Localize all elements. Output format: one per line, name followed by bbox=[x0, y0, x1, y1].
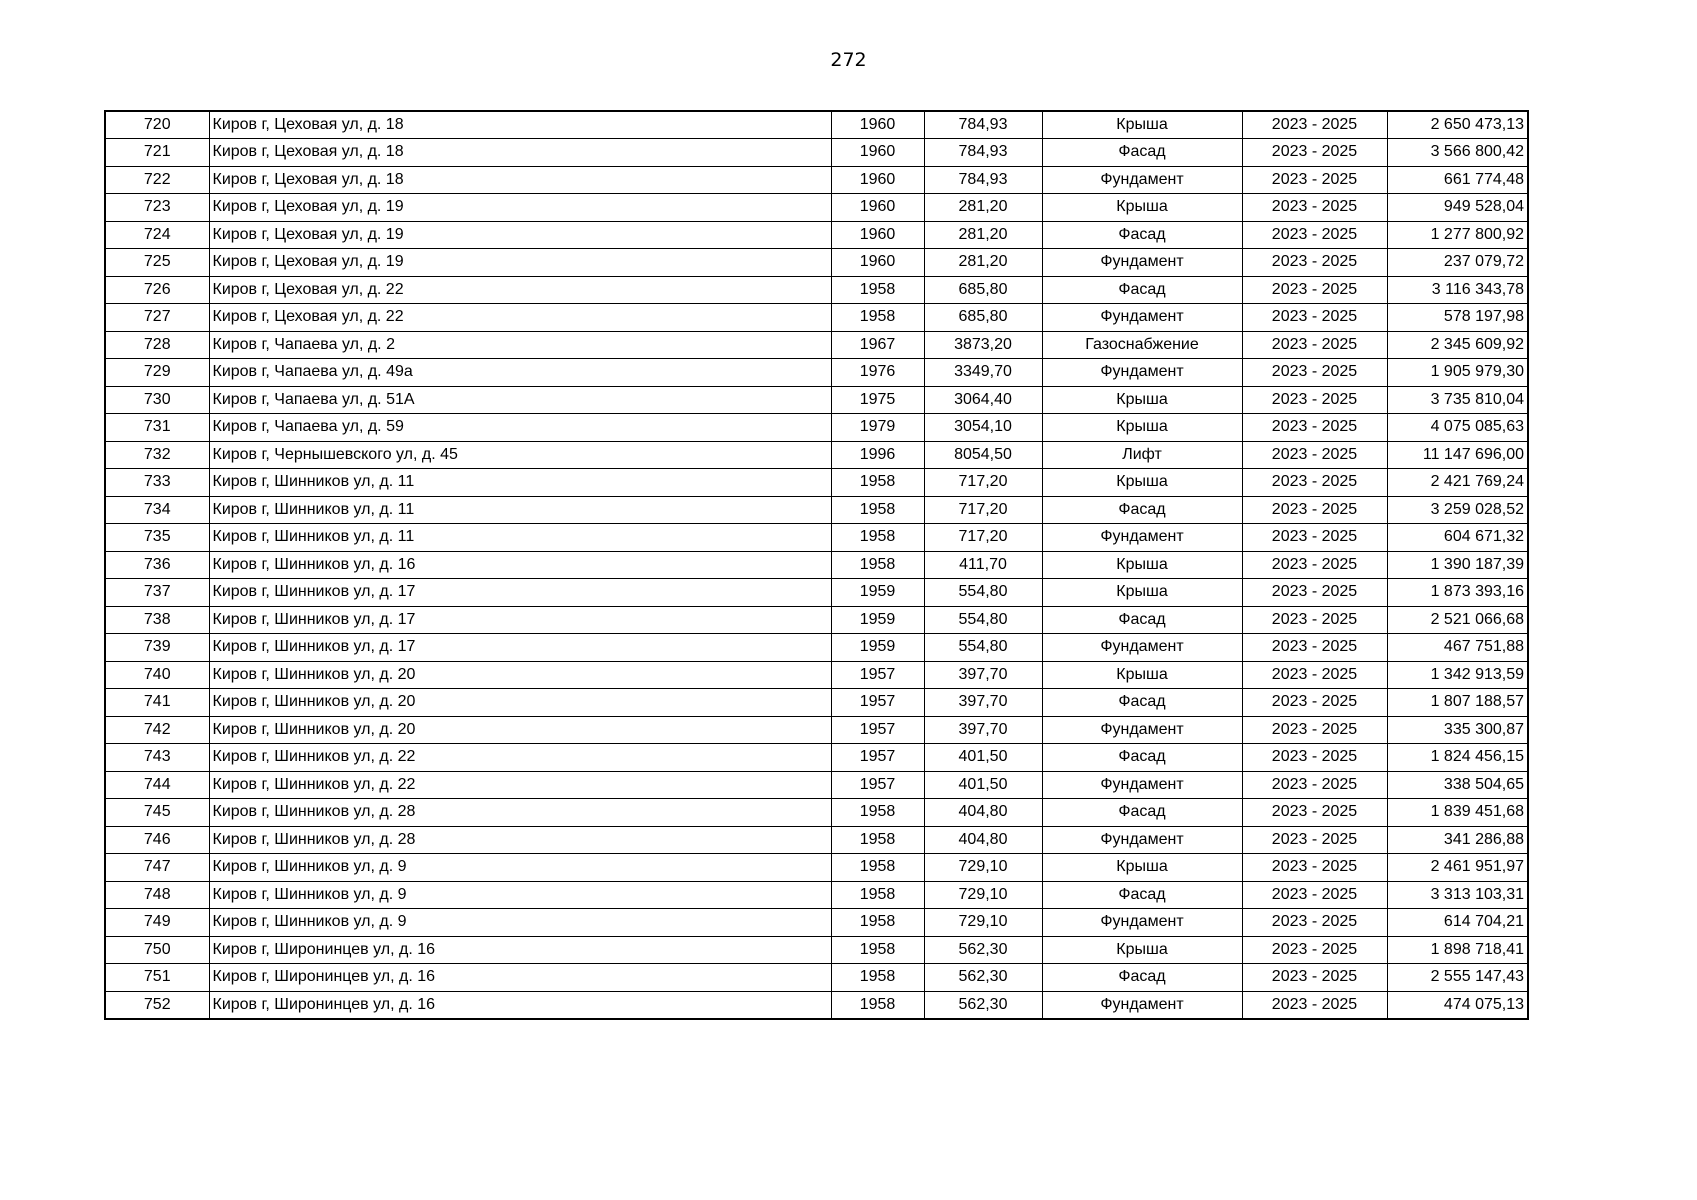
table-row bbox=[105, 689, 1528, 717]
address-cell: Киров г, Цеховая ул, д. 18 bbox=[209, 166, 831, 194]
cost-cell: 3 313 103,31 bbox=[1387, 881, 1528, 909]
period-cell: 2023 - 2025 bbox=[1242, 909, 1387, 937]
table-row bbox=[105, 276, 1528, 304]
work-type-cell: Фундамент bbox=[1042, 249, 1242, 277]
area-cell: 404,80 bbox=[924, 826, 1042, 854]
period-cell: 2023 - 2025 bbox=[1242, 194, 1387, 222]
row-number-cell: 722 bbox=[105, 166, 209, 194]
year-built-cell: 1958 bbox=[831, 826, 924, 854]
year-built-cell: 1958 bbox=[831, 799, 924, 827]
year-built-cell: 1960 bbox=[831, 194, 924, 222]
work-type-cell: Фасад bbox=[1042, 496, 1242, 524]
table-row bbox=[105, 496, 1528, 524]
row-number-cell: 724 bbox=[105, 221, 209, 249]
area-cell: 281,20 bbox=[924, 194, 1042, 222]
area-cell: 3349,70 bbox=[924, 359, 1042, 387]
row-number-cell: 729 bbox=[105, 359, 209, 387]
address-cell: Киров г, Шинников ул, д. 20 bbox=[209, 661, 831, 689]
area-cell: 411,70 bbox=[924, 551, 1042, 579]
period-cell: 2023 - 2025 bbox=[1242, 991, 1387, 1019]
period-cell: 2023 - 2025 bbox=[1242, 359, 1387, 387]
table-row bbox=[105, 771, 1528, 799]
year-built-cell: 1958 bbox=[831, 881, 924, 909]
year-built-cell: 1975 bbox=[831, 386, 924, 414]
year-built-cell: 1960 bbox=[831, 139, 924, 167]
period-cell: 2023 - 2025 bbox=[1242, 716, 1387, 744]
table-row bbox=[105, 881, 1528, 909]
table-row bbox=[105, 936, 1528, 964]
year-built-cell: 1958 bbox=[831, 964, 924, 992]
address-cell: Киров г, Широнинцев ул, д. 16 bbox=[209, 991, 831, 1019]
year-built-cell: 1959 bbox=[831, 579, 924, 607]
address-cell: Киров г, Цеховая ул, д. 18 bbox=[209, 111, 831, 139]
period-cell: 2023 - 2025 bbox=[1242, 744, 1387, 772]
row-number-cell: 726 bbox=[105, 276, 209, 304]
work-type-cell: Крыша bbox=[1042, 936, 1242, 964]
table-row bbox=[105, 524, 1528, 552]
row-number-cell: 745 bbox=[105, 799, 209, 827]
row-number-cell: 742 bbox=[105, 716, 209, 744]
cost-cell: 1 873 393,16 bbox=[1387, 579, 1528, 607]
year-built-cell: 1960 bbox=[831, 249, 924, 277]
row-number-cell: 740 bbox=[105, 661, 209, 689]
work-type-cell: Лифт bbox=[1042, 441, 1242, 469]
row-number-cell: 737 bbox=[105, 579, 209, 607]
cost-cell: 2 421 769,24 bbox=[1387, 469, 1528, 497]
row-number-cell: 739 bbox=[105, 634, 209, 662]
period-cell: 2023 - 2025 bbox=[1242, 386, 1387, 414]
period-cell: 2023 - 2025 bbox=[1242, 661, 1387, 689]
address-cell: Киров г, Широнинцев ул, д. 16 bbox=[209, 936, 831, 964]
row-number-cell: 747 bbox=[105, 854, 209, 882]
table-row bbox=[105, 909, 1528, 937]
row-number-cell: 748 bbox=[105, 881, 209, 909]
area-cell: 685,80 bbox=[924, 304, 1042, 332]
work-type-cell: Фундамент bbox=[1042, 304, 1242, 332]
period-cell: 2023 - 2025 bbox=[1242, 964, 1387, 992]
cost-cell: 1 824 456,15 bbox=[1387, 744, 1528, 772]
row-number-cell: 720 bbox=[105, 111, 209, 139]
period-cell: 2023 - 2025 bbox=[1242, 249, 1387, 277]
cost-cell: 604 671,32 bbox=[1387, 524, 1528, 552]
cost-cell: 2 650 473,13 bbox=[1387, 111, 1528, 139]
period-cell: 2023 - 2025 bbox=[1242, 111, 1387, 139]
row-number-cell: 734 bbox=[105, 496, 209, 524]
row-number-cell: 741 bbox=[105, 689, 209, 717]
address-cell: Киров г, Цеховая ул, д. 19 bbox=[209, 221, 831, 249]
area-cell: 784,93 bbox=[924, 111, 1042, 139]
table-row bbox=[105, 799, 1528, 827]
cost-cell: 11 147 696,00 bbox=[1387, 441, 1528, 469]
cost-cell: 614 704,21 bbox=[1387, 909, 1528, 937]
year-built-cell: 1957 bbox=[831, 771, 924, 799]
table-row bbox=[105, 304, 1528, 332]
period-cell: 2023 - 2025 bbox=[1242, 221, 1387, 249]
year-built-cell: 1958 bbox=[831, 276, 924, 304]
year-built-cell: 1960 bbox=[831, 221, 924, 249]
address-cell: Киров г, Шинников ул, д. 9 bbox=[209, 881, 831, 909]
row-number-cell: 736 bbox=[105, 551, 209, 579]
row-number-cell: 744 bbox=[105, 771, 209, 799]
address-cell: Киров г, Шинников ул, д. 9 bbox=[209, 854, 831, 882]
cost-cell: 4 075 085,63 bbox=[1387, 414, 1528, 442]
period-cell: 2023 - 2025 bbox=[1242, 551, 1387, 579]
work-type-cell: Фасад bbox=[1042, 221, 1242, 249]
table-row bbox=[105, 441, 1528, 469]
year-built-cell: 1958 bbox=[831, 551, 924, 579]
cost-cell: 1 898 718,41 bbox=[1387, 936, 1528, 964]
period-cell: 2023 - 2025 bbox=[1242, 469, 1387, 497]
address-cell: Киров г, Шинников ул, д. 17 bbox=[209, 579, 831, 607]
area-cell: 717,20 bbox=[924, 469, 1042, 497]
work-type-cell: Крыша bbox=[1042, 386, 1242, 414]
area-cell: 3054,10 bbox=[924, 414, 1042, 442]
work-type-cell: Крыша bbox=[1042, 414, 1242, 442]
period-cell: 2023 - 2025 bbox=[1242, 854, 1387, 882]
table-row bbox=[105, 166, 1528, 194]
period-cell: 2023 - 2025 bbox=[1242, 689, 1387, 717]
work-type-cell: Фасад bbox=[1042, 689, 1242, 717]
row-number-cell: 730 bbox=[105, 386, 209, 414]
period-cell: 2023 - 2025 bbox=[1242, 304, 1387, 332]
area-cell: 397,70 bbox=[924, 689, 1042, 717]
year-built-cell: 1958 bbox=[831, 909, 924, 937]
address-cell: Киров г, Чапаева ул, д. 51А bbox=[209, 386, 831, 414]
address-cell: Киров г, Шинников ул, д. 11 bbox=[209, 469, 831, 497]
table-row bbox=[105, 249, 1528, 277]
area-cell: 281,20 bbox=[924, 221, 1042, 249]
row-number-cell: 746 bbox=[105, 826, 209, 854]
year-built-cell: 1958 bbox=[831, 524, 924, 552]
row-number-cell: 750 bbox=[105, 936, 209, 964]
work-type-cell: Фундамент bbox=[1042, 909, 1242, 937]
table-row bbox=[105, 606, 1528, 634]
period-cell: 2023 - 2025 bbox=[1242, 799, 1387, 827]
cost-cell: 3 116 343,78 bbox=[1387, 276, 1528, 304]
area-cell: 562,30 bbox=[924, 991, 1042, 1019]
cost-cell: 3 566 800,42 bbox=[1387, 139, 1528, 167]
year-built-cell: 1967 bbox=[831, 331, 924, 359]
year-built-cell: 1958 bbox=[831, 991, 924, 1019]
address-cell: Киров г, Шинников ул, д. 16 bbox=[209, 551, 831, 579]
period-cell: 2023 - 2025 bbox=[1242, 936, 1387, 964]
period-cell: 2023 - 2025 bbox=[1242, 441, 1387, 469]
repair-schedule-table bbox=[104, 110, 1529, 1020]
cost-cell: 578 197,98 bbox=[1387, 304, 1528, 332]
table-body bbox=[105, 111, 1528, 1019]
year-built-cell: 1960 bbox=[831, 111, 924, 139]
table-row bbox=[105, 661, 1528, 689]
address-cell: Киров г, Шинников ул, д. 11 bbox=[209, 524, 831, 552]
table-row bbox=[105, 991, 1528, 1019]
work-type-cell: Фундамент bbox=[1042, 771, 1242, 799]
table-row bbox=[105, 551, 1528, 579]
work-type-cell: Фасад bbox=[1042, 276, 1242, 304]
table-row bbox=[105, 111, 1528, 139]
work-type-cell: Крыша bbox=[1042, 111, 1242, 139]
work-type-cell: Фасад bbox=[1042, 606, 1242, 634]
area-cell: 717,20 bbox=[924, 524, 1042, 552]
area-cell: 554,80 bbox=[924, 634, 1042, 662]
period-cell: 2023 - 2025 bbox=[1242, 634, 1387, 662]
work-type-cell: Фасад bbox=[1042, 139, 1242, 167]
year-built-cell: 1960 bbox=[831, 166, 924, 194]
work-type-cell: Фасад bbox=[1042, 964, 1242, 992]
work-type-cell: Фундамент bbox=[1042, 634, 1242, 662]
row-number-cell: 728 bbox=[105, 331, 209, 359]
cost-cell: 1 390 187,39 bbox=[1387, 551, 1528, 579]
work-type-cell: Фасад bbox=[1042, 799, 1242, 827]
period-cell: 2023 - 2025 bbox=[1242, 881, 1387, 909]
period-cell: 2023 - 2025 bbox=[1242, 139, 1387, 167]
row-number-cell: 751 bbox=[105, 964, 209, 992]
cost-cell: 2 345 609,92 bbox=[1387, 331, 1528, 359]
work-type-cell: Фундамент bbox=[1042, 991, 1242, 1019]
row-number-cell: 743 bbox=[105, 744, 209, 772]
table-row bbox=[105, 386, 1528, 414]
area-cell: 562,30 bbox=[924, 936, 1042, 964]
area-cell: 3064,40 bbox=[924, 386, 1042, 414]
cost-cell: 1 839 451,68 bbox=[1387, 799, 1528, 827]
area-cell: 401,50 bbox=[924, 744, 1042, 772]
address-cell: Киров г, Цеховая ул, д. 19 bbox=[209, 249, 831, 277]
area-cell: 784,93 bbox=[924, 139, 1042, 167]
year-built-cell: 1958 bbox=[831, 854, 924, 882]
area-cell: 554,80 bbox=[924, 606, 1042, 634]
work-type-cell: Крыша bbox=[1042, 579, 1242, 607]
area-cell: 401,50 bbox=[924, 771, 1042, 799]
table-row bbox=[105, 469, 1528, 497]
cost-cell: 341 286,88 bbox=[1387, 826, 1528, 854]
area-cell: 8054,50 bbox=[924, 441, 1042, 469]
cost-cell: 2 461 951,97 bbox=[1387, 854, 1528, 882]
address-cell: Киров г, Чапаева ул, д. 2 bbox=[209, 331, 831, 359]
address-cell: Киров г, Шинников ул, д. 17 bbox=[209, 606, 831, 634]
period-cell: 2023 - 2025 bbox=[1242, 414, 1387, 442]
address-cell: Киров г, Цеховая ул, д. 22 bbox=[209, 304, 831, 332]
year-built-cell: 1979 bbox=[831, 414, 924, 442]
work-type-cell: Крыша bbox=[1042, 194, 1242, 222]
year-built-cell: 1957 bbox=[831, 689, 924, 717]
period-cell: 2023 - 2025 bbox=[1242, 826, 1387, 854]
work-type-cell: Фундамент bbox=[1042, 826, 1242, 854]
address-cell: Киров г, Шинников ул, д. 11 bbox=[209, 496, 831, 524]
year-built-cell: 1957 bbox=[831, 661, 924, 689]
year-built-cell: 1957 bbox=[831, 744, 924, 772]
area-cell: 729,10 bbox=[924, 854, 1042, 882]
work-type-cell: Фасад bbox=[1042, 744, 1242, 772]
work-type-cell: Фундамент bbox=[1042, 716, 1242, 744]
cost-cell: 467 751,88 bbox=[1387, 634, 1528, 662]
work-type-cell: Крыша bbox=[1042, 469, 1242, 497]
year-built-cell: 1957 bbox=[831, 716, 924, 744]
row-number-cell: 733 bbox=[105, 469, 209, 497]
work-type-cell: Фасад bbox=[1042, 881, 1242, 909]
cost-cell: 661 774,48 bbox=[1387, 166, 1528, 194]
cost-cell: 335 300,87 bbox=[1387, 716, 1528, 744]
work-type-cell: Крыша bbox=[1042, 661, 1242, 689]
table-row bbox=[105, 331, 1528, 359]
address-cell: Киров г, Шинников ул, д. 28 bbox=[209, 826, 831, 854]
address-cell: Киров г, Шинников ул, д. 28 bbox=[209, 799, 831, 827]
address-cell: Киров г, Чапаева ул, д. 59 bbox=[209, 414, 831, 442]
area-cell: 562,30 bbox=[924, 964, 1042, 992]
work-type-cell: Фундамент bbox=[1042, 359, 1242, 387]
row-number-cell: 723 bbox=[105, 194, 209, 222]
row-number-cell: 731 bbox=[105, 414, 209, 442]
row-number-cell: 749 bbox=[105, 909, 209, 937]
area-cell: 717,20 bbox=[924, 496, 1042, 524]
area-cell: 729,10 bbox=[924, 881, 1042, 909]
year-built-cell: 1958 bbox=[831, 469, 924, 497]
period-cell: 2023 - 2025 bbox=[1242, 331, 1387, 359]
work-type-cell: Крыша bbox=[1042, 854, 1242, 882]
area-cell: 784,93 bbox=[924, 166, 1042, 194]
table-row bbox=[105, 744, 1528, 772]
table-row bbox=[105, 221, 1528, 249]
period-cell: 2023 - 2025 bbox=[1242, 276, 1387, 304]
work-type-cell: Фундамент bbox=[1042, 166, 1242, 194]
table-row bbox=[105, 854, 1528, 882]
cost-cell: 338 504,65 bbox=[1387, 771, 1528, 799]
year-built-cell: 1959 bbox=[831, 634, 924, 662]
table-row bbox=[105, 964, 1528, 992]
year-built-cell: 1958 bbox=[831, 496, 924, 524]
period-cell: 2023 - 2025 bbox=[1242, 166, 1387, 194]
work-type-cell: Крыша bbox=[1042, 551, 1242, 579]
cost-cell: 237 079,72 bbox=[1387, 249, 1528, 277]
year-built-cell: 1959 bbox=[831, 606, 924, 634]
cost-cell: 1 905 979,30 bbox=[1387, 359, 1528, 387]
table-row bbox=[105, 359, 1528, 387]
row-number-cell: 727 bbox=[105, 304, 209, 332]
work-type-cell: Газоснабжение bbox=[1042, 331, 1242, 359]
period-cell: 2023 - 2025 bbox=[1242, 771, 1387, 799]
table-row bbox=[105, 634, 1528, 662]
table-row bbox=[105, 579, 1528, 607]
cost-cell: 1 807 188,57 bbox=[1387, 689, 1528, 717]
row-number-cell: 732 bbox=[105, 441, 209, 469]
work-type-cell: Фундамент bbox=[1042, 524, 1242, 552]
address-cell: Киров г, Шинников ул, д. 22 bbox=[209, 771, 831, 799]
address-cell: Киров г, Цеховая ул, д. 22 bbox=[209, 276, 831, 304]
table-row bbox=[105, 194, 1528, 222]
cost-cell: 2 555 147,43 bbox=[1387, 964, 1528, 992]
address-cell: Киров г, Шинников ул, д. 17 bbox=[209, 634, 831, 662]
address-cell: Киров г, Широнинцев ул, д. 16 bbox=[209, 964, 831, 992]
row-number-cell: 725 bbox=[105, 249, 209, 277]
period-cell: 2023 - 2025 bbox=[1242, 579, 1387, 607]
row-number-cell: 735 bbox=[105, 524, 209, 552]
address-cell: Киров г, Шинников ул, д. 9 bbox=[209, 909, 831, 937]
table-row bbox=[105, 414, 1528, 442]
area-cell: 404,80 bbox=[924, 799, 1042, 827]
area-cell: 3873,20 bbox=[924, 331, 1042, 359]
area-cell: 397,70 bbox=[924, 661, 1042, 689]
area-cell: 554,80 bbox=[924, 579, 1042, 607]
area-cell: 729,10 bbox=[924, 909, 1042, 937]
cost-cell: 2 521 066,68 bbox=[1387, 606, 1528, 634]
year-built-cell: 1996 bbox=[831, 441, 924, 469]
year-built-cell: 1958 bbox=[831, 304, 924, 332]
row-number-cell: 752 bbox=[105, 991, 209, 1019]
cost-cell: 1 277 800,92 bbox=[1387, 221, 1528, 249]
address-cell: Киров г, Шинников ул, д. 20 bbox=[209, 689, 831, 717]
address-cell: Киров г, Шинников ул, д. 20 bbox=[209, 716, 831, 744]
table-row bbox=[105, 716, 1528, 744]
address-cell: Киров г, Чапаева ул, д. 49а bbox=[209, 359, 831, 387]
cost-cell: 3 259 028,52 bbox=[1387, 496, 1528, 524]
page-number: 272 bbox=[830, 49, 867, 71]
period-cell: 2023 - 2025 bbox=[1242, 496, 1387, 524]
row-number-cell: 721 bbox=[105, 139, 209, 167]
address-cell: Киров г, Чернышевского ул, д. 45 bbox=[209, 441, 831, 469]
area-cell: 397,70 bbox=[924, 716, 1042, 744]
cost-cell: 1 342 913,59 bbox=[1387, 661, 1528, 689]
address-cell: Киров г, Цеховая ул, д. 19 bbox=[209, 194, 831, 222]
address-cell: Киров г, Шинников ул, д. 22 bbox=[209, 744, 831, 772]
row-number-cell: 738 bbox=[105, 606, 209, 634]
period-cell: 2023 - 2025 bbox=[1242, 606, 1387, 634]
address-cell: Киров г, Цеховая ул, д. 18 bbox=[209, 139, 831, 167]
table-row bbox=[105, 826, 1528, 854]
year-built-cell: 1958 bbox=[831, 936, 924, 964]
cost-cell: 3 735 810,04 bbox=[1387, 386, 1528, 414]
area-cell: 685,80 bbox=[924, 276, 1042, 304]
cost-cell: 474 075,13 bbox=[1387, 991, 1528, 1019]
period-cell: 2023 - 2025 bbox=[1242, 524, 1387, 552]
year-built-cell: 1976 bbox=[831, 359, 924, 387]
table-row bbox=[105, 139, 1528, 167]
cost-cell: 949 528,04 bbox=[1387, 194, 1528, 222]
area-cell: 281,20 bbox=[924, 249, 1042, 277]
